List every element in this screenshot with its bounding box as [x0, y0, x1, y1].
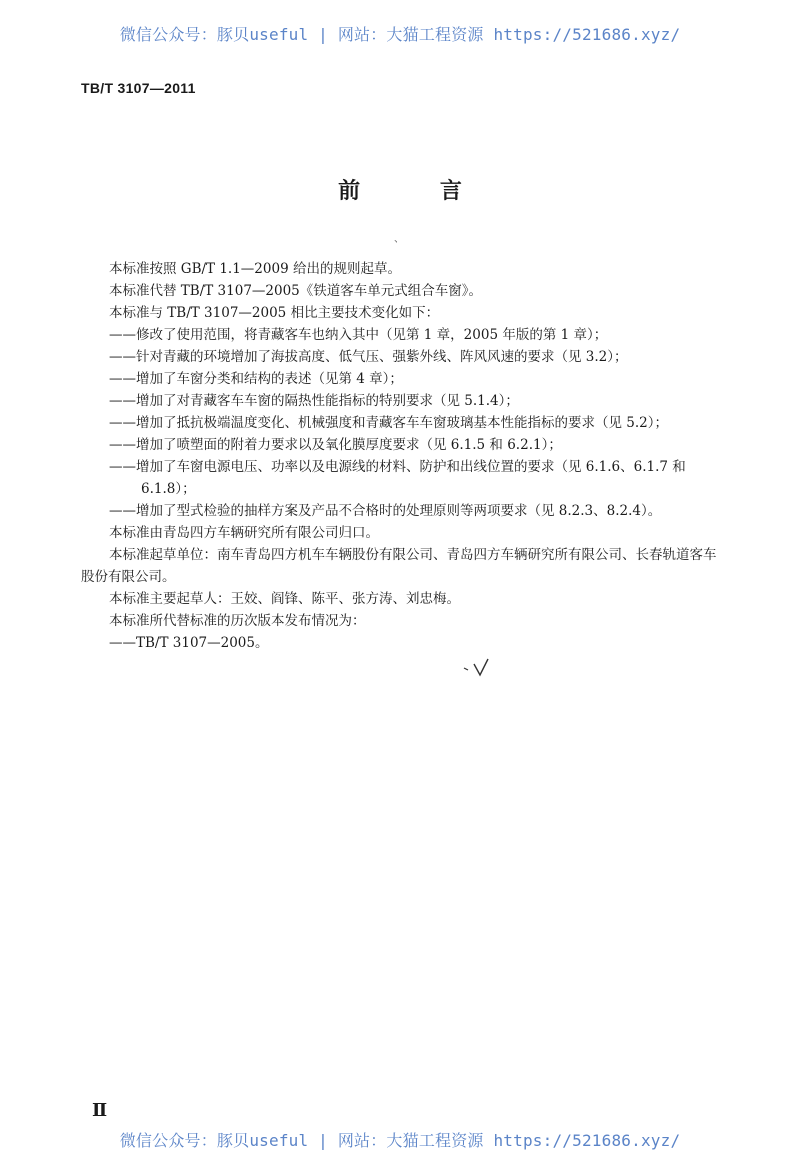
history-item: ——TB/T 3107—2005。 [109, 635, 269, 651]
change-item-classification: ——增加了车窗分类和结构的表述（见第 4 章）； [109, 371, 403, 387]
paragraph-changes-intro: 本标准与 TB/T 3107—2005 相比主要技术变化如下： [109, 305, 440, 321]
change-item-power-continued: 6.1.8）； [141, 481, 196, 497]
paragraph-drafters: 本标准主要起草人：王姣、阎锋、陈平、张方涛、刘忠梅。 [109, 591, 460, 607]
paragraph-history-intro: 本标准所代替标准的历次版本发布情况为： [109, 613, 366, 629]
scan-speck: 、 [394, 234, 404, 245]
change-item-inspection: ——增加了型式检验的抽样方案及产品不合格时的处理原则等两项要求（见 8.2.3、8.2.4）。 [109, 503, 662, 519]
foreword-body [81, 258, 721, 654]
change-item-scope: ——修改了使用范围，将青藏客车也纳入其中（见第 1 章，2005 年版的第 1 章）； [109, 327, 608, 343]
handwritten-mark [462, 656, 502, 678]
change-item-insulation: ——增加了对青藏客车车窗的隔热性能指标的特别要求（见 5.1.4）； [109, 393, 519, 409]
paragraph-drafting-units: 本标准起草单位：南车青岛四方机车车辆股份有限公司、青岛四方车辆研究所有限公司、长春轨道客车股份有限公司。 [81, 547, 717, 585]
paragraph-drafting-rules: 本标准按照 GB/T 1.1—2009 给出的规则起草。 [109, 261, 401, 277]
change-item-glass: ——增加了抵抗极端温度变化、机械强度和青藏客车车窗玻璃基本性能指标的要求（见 5.2）； [109, 415, 669, 431]
change-item-power: ——增加了车窗电源电压、功率以及电源线的材料、防护和出线位置的要求（见 6.1.6、6.1.7 和 [109, 459, 686, 475]
change-item-environment: ——针对青藏的环境增加了海拔高度、低气压、强紫外线、阵风风速的要求（见 3.2）； [109, 349, 628, 365]
watermark-bottom: 微信公众号：豚贝useful | 网站：大猫工程资源 https://521686.xyz/ [119, 1131, 681, 1150]
page-number: Ⅱ [92, 1100, 108, 1121]
document-code: TB/T 3107—2011 [81, 80, 196, 96]
change-item-coating: ——增加了喷塑面的附着力要求以及氧化膜厚度要求（见 6.1.5 和 6.2.1）； [109, 437, 562, 453]
paragraph-centralized: 本标准由青岛四方车辆研究所有限公司归口。 [109, 525, 379, 541]
page-title: 前 言 [338, 179, 498, 204]
paragraph-replaces: 本标准代替 TB/T 3107—2005《铁道客车单元式组合车窗》。 [109, 283, 483, 299]
watermark-top: 微信公众号：豚贝useful | 网站：大猫工程资源 https://521686.xyz/ [119, 25, 681, 44]
